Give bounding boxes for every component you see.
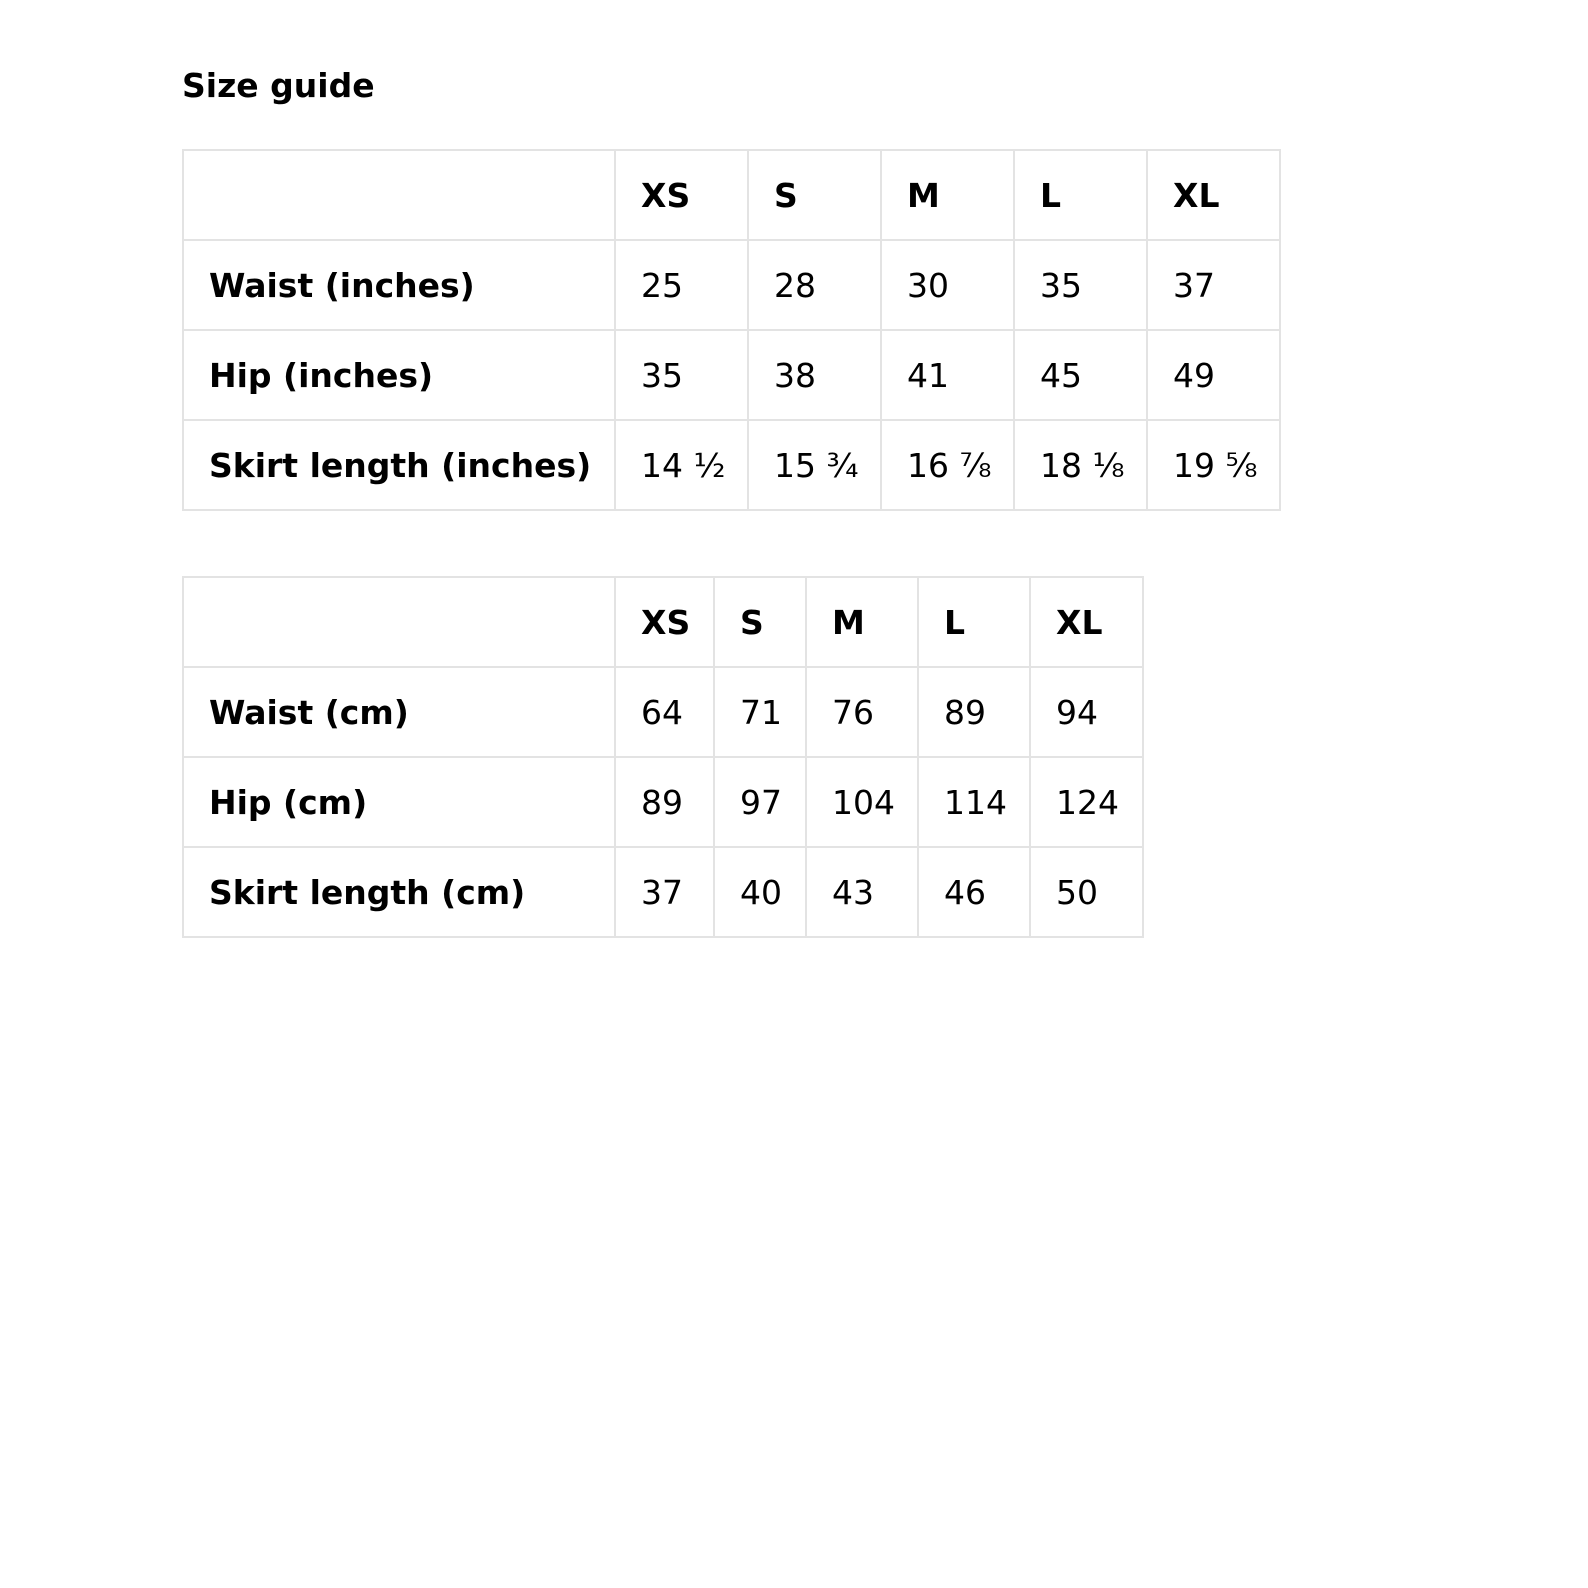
table-row — [183, 757, 1143, 847]
measurement-cell: 40 — [714, 847, 806, 937]
measurement-cell: 41 — [881, 330, 1014, 420]
size-header: M — [806, 577, 918, 667]
size-header: M — [881, 150, 1014, 240]
measurement-cell: 18 ⅛ — [1014, 420, 1147, 510]
row-label: Hip (inches) — [183, 330, 615, 420]
measurement-cell: 30 — [881, 240, 1014, 330]
measurement-cell: 71 — [714, 667, 806, 757]
header-corner-cell — [183, 150, 615, 240]
size-header: L — [1014, 150, 1147, 240]
measurement-cell: 76 — [806, 667, 918, 757]
measurement-cell: 43 — [806, 847, 918, 937]
row-label: Hip (cm) — [183, 757, 615, 847]
row-label: Skirt length (inches) — [183, 420, 615, 510]
measurement-cell: 15 ¾ — [748, 420, 881, 510]
measurement-cell: 89 — [918, 667, 1030, 757]
measurement-cell: 38 — [748, 330, 881, 420]
measurement-cell: 49 — [1147, 330, 1280, 420]
table-row — [183, 847, 1143, 937]
measurement-cell: 124 — [1030, 757, 1143, 847]
measurement-cell: 114 — [918, 757, 1030, 847]
row-label: Waist (inches) — [183, 240, 615, 330]
size-header: L — [918, 577, 1030, 667]
row-label: Skirt length (cm) — [183, 847, 615, 937]
measurement-cell: 104 — [806, 757, 918, 847]
measurement-cell: 25 — [615, 240, 748, 330]
page-title: Size guide — [182, 66, 375, 105]
size-header: XL — [1147, 150, 1280, 240]
table-row — [183, 240, 1280, 330]
size-header: S — [748, 150, 881, 240]
measurement-cell: 35 — [1014, 240, 1147, 330]
table-header-row — [183, 577, 1143, 667]
size-header: S — [714, 577, 806, 667]
table-row — [183, 330, 1280, 420]
measurement-cell: 94 — [1030, 667, 1143, 757]
size-header: XS — [615, 150, 748, 240]
measurement-cell: 16 ⅞ — [881, 420, 1014, 510]
row-label: Waist (cm) — [183, 667, 615, 757]
measurement-cell: 50 — [1030, 847, 1143, 937]
size-header: XL — [1030, 577, 1143, 667]
measurement-cell: 45 — [1014, 330, 1147, 420]
measurement-cell: 89 — [615, 757, 714, 847]
measurement-cell: 64 — [615, 667, 714, 757]
measurement-cell: 35 — [615, 330, 748, 420]
table-row — [183, 667, 1143, 757]
table-row — [183, 420, 1280, 510]
measurement-cell: 14 ½ — [615, 420, 748, 510]
measurement-cell: 28 — [748, 240, 881, 330]
measurement-cell: 37 — [1147, 240, 1280, 330]
size-header: XS — [615, 577, 714, 667]
measurement-cell: 37 — [615, 847, 714, 937]
size-table-cm — [182, 576, 1144, 938]
size-table-inches — [182, 149, 1281, 511]
measurement-cell: 97 — [714, 757, 806, 847]
table-header-row — [183, 150, 1280, 240]
measurement-cell: 46 — [918, 847, 1030, 937]
measurement-cell: 19 ⅝ — [1147, 420, 1280, 510]
header-corner-cell — [183, 577, 615, 667]
